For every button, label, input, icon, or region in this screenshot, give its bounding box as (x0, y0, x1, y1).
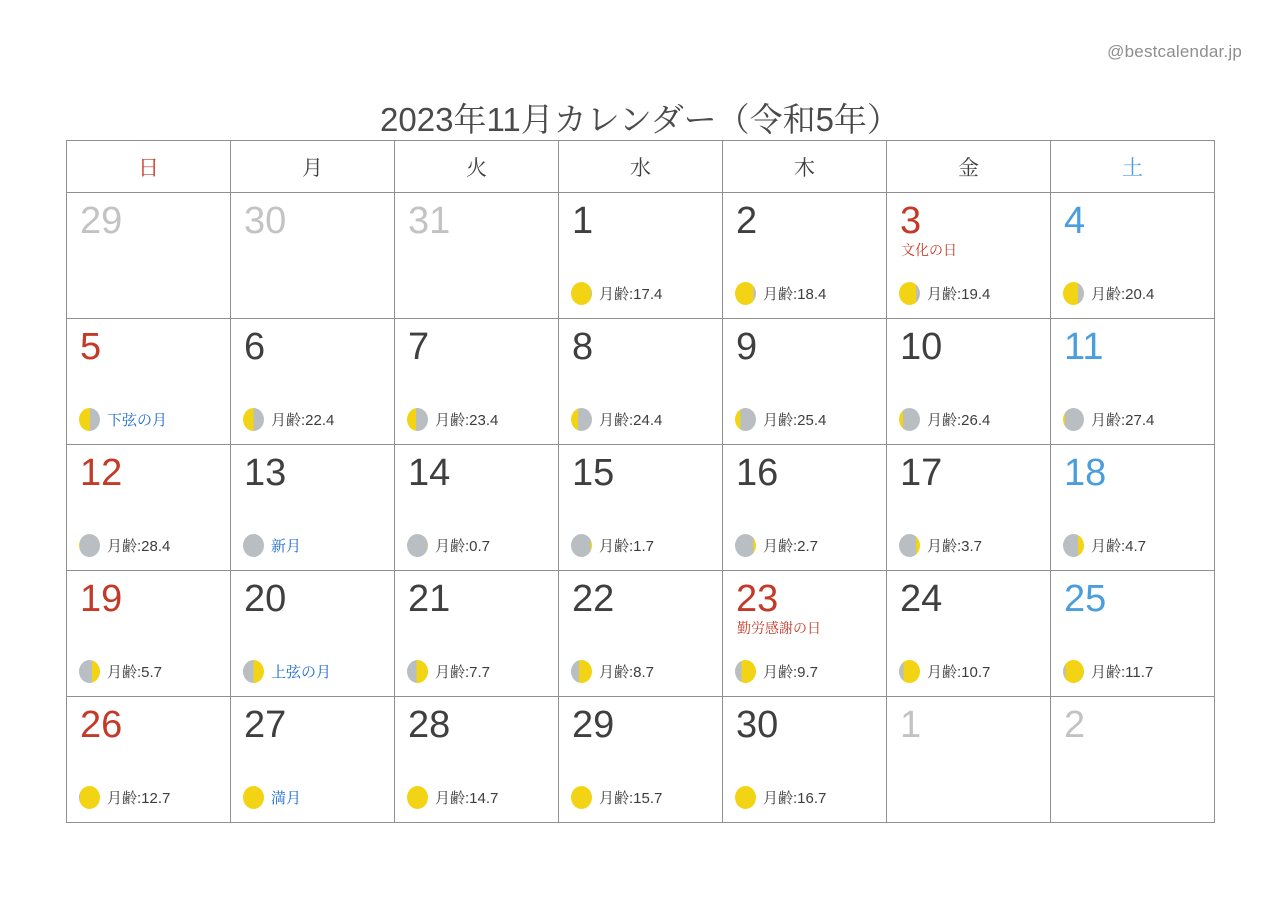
day-number: 26 (80, 704, 123, 746)
moon-info (571, 282, 662, 305)
moon-info (1063, 660, 1153, 683)
moon-age-label: 月齢:2.7 (763, 538, 819, 555)
day-cell-w2-d5 (887, 445, 1051, 571)
day-number: 2 (1064, 704, 1086, 746)
day-number: 18 (1064, 452, 1107, 494)
moon-age-label: 月齢:25.4 (763, 412, 827, 429)
moon-phase-icon (1063, 282, 1084, 305)
day-number: 27 (244, 704, 287, 746)
day-number: 31 (408, 200, 451, 242)
moon-info (899, 660, 990, 683)
day-number: 6 (244, 326, 266, 368)
day-number: 20 (244, 578, 287, 620)
moon-phase-icon (407, 786, 428, 809)
day-number: 16 (736, 452, 779, 494)
day-cell-w0-d6 (1051, 193, 1215, 319)
moon-info (735, 660, 818, 683)
day-number: 13 (244, 452, 287, 494)
moon-phase-icon (243, 534, 264, 557)
moon-age-label: 月齢:11.7 (1091, 664, 1154, 681)
day-number: 3 (900, 200, 922, 242)
moon-phase-name: 上弦の月 (271, 664, 332, 681)
moon-age-label: 月齢:22.4 (271, 412, 335, 429)
day-cell-w2-d1 (231, 445, 395, 571)
moon-age-label: 月齢:14.7 (435, 790, 499, 807)
day-number: 4 (1064, 200, 1086, 242)
moon-phase-icon (407, 408, 428, 431)
moon-phase-name: 新月 (271, 538, 302, 555)
day-number: 11 (1064, 326, 1104, 368)
day-number: 24 (900, 578, 943, 620)
moon-age-label: 月齢:8.7 (599, 664, 655, 681)
day-number: 8 (572, 326, 594, 368)
day-cell-w4-d2 (395, 697, 559, 823)
day-number: 28 (408, 704, 451, 746)
day-cell-w4-d1 (231, 697, 395, 823)
day-number: 2 (736, 200, 758, 242)
moon-info (243, 660, 331, 683)
day-cell-w0-d2 (395, 193, 559, 319)
day-cell-w1-d3 (559, 319, 723, 445)
day-cell-w4-d0 (67, 697, 231, 823)
day-number: 1 (900, 704, 922, 746)
weekday-header-5: 金 (887, 141, 1051, 193)
moon-phase-icon (735, 282, 756, 305)
moon-info (571, 408, 662, 431)
day-cell-w4-d4 (723, 697, 887, 823)
day-cell-w3-d3 (559, 571, 723, 697)
moon-phase-icon (243, 408, 264, 431)
page-title: 2023年11月カレンダー（令和5年） (380, 101, 900, 139)
moon-info (407, 534, 490, 557)
day-cell-w4-d6 (1051, 697, 1215, 823)
moon-phase-icon (79, 534, 100, 557)
day-cell-w3-d1 (231, 571, 395, 697)
day-number: 29 (80, 200, 123, 242)
moon-phase-icon (571, 534, 592, 557)
moon-info (899, 534, 982, 557)
day-number: 21 (408, 578, 451, 620)
moon-phase-icon (735, 534, 756, 557)
moon-phase-icon (243, 660, 264, 683)
moon-info (79, 786, 170, 809)
moon-age-label: 月齢:24.4 (599, 412, 663, 429)
weekday-header-6: 土 (1051, 141, 1215, 193)
moon-info (735, 408, 826, 431)
moon-age-label: 月齢:10.7 (927, 664, 991, 681)
day-number: 12 (80, 452, 123, 494)
moon-age-label: 月齢:9.7 (763, 664, 819, 681)
day-number: 5 (80, 326, 102, 368)
moon-age-label: 月齢:17.4 (599, 286, 663, 303)
day-number: 15 (572, 452, 615, 494)
day-cell-w1-d2 (395, 319, 559, 445)
moon-phase-icon (1063, 660, 1084, 683)
day-cell-w2-d4 (723, 445, 887, 571)
moon-phase-icon (407, 660, 428, 683)
day-cell-w1-d6 (1051, 319, 1215, 445)
moon-info (79, 534, 170, 557)
day-number: 17 (900, 452, 943, 494)
moon-age-label: 月齢:5.7 (107, 664, 163, 681)
day-cell-w0-d0 (67, 193, 231, 319)
moon-phase-name: 下弦の月 (107, 412, 168, 429)
moon-phase-icon (899, 408, 920, 431)
day-number: 30 (244, 200, 287, 242)
moon-phase-icon (79, 408, 100, 431)
moon-info (899, 408, 990, 431)
moon-info (407, 408, 498, 431)
moon-phase-icon (571, 408, 592, 431)
moon-phase-icon (79, 660, 100, 683)
day-number: 14 (408, 452, 451, 494)
moon-info (571, 660, 654, 683)
day-number: 7 (408, 326, 430, 368)
moon-info (1063, 282, 1154, 305)
moon-age-label: 月齢:27.4 (1091, 412, 1155, 429)
day-cell-w0-d5 (887, 193, 1051, 319)
moon-age-label: 月齢:12.7 (107, 790, 171, 807)
weekday-header-2: 火 (395, 141, 559, 193)
moon-info (899, 282, 990, 305)
day-cell-w0-d4 (723, 193, 887, 319)
moon-age-label: 月齢:15.7 (599, 790, 663, 807)
day-number: 30 (736, 704, 779, 746)
day-cell-w1-d5 (887, 319, 1051, 445)
day-cell-w3-d5 (887, 571, 1051, 697)
moon-info (243, 408, 334, 431)
moon-phase-icon (79, 786, 100, 809)
moon-phase-icon (571, 282, 592, 305)
moon-age-label: 月齢:28.4 (107, 538, 171, 555)
moon-info (735, 282, 826, 305)
day-number: 22 (572, 578, 615, 620)
moon-info (79, 660, 162, 683)
day-cell-w0-d1 (231, 193, 395, 319)
day-number: 1 (572, 200, 594, 242)
day-cell-w4-d5 (887, 697, 1051, 823)
weekday-header-1: 月 (231, 141, 395, 193)
moon-phase-icon (899, 660, 920, 683)
day-cell-w2-d0 (67, 445, 231, 571)
moon-info (407, 660, 490, 683)
moon-age-label: 月齢:20.4 (1091, 286, 1155, 303)
day-cell-w2-d6 (1051, 445, 1215, 571)
moon-phase-icon (571, 660, 592, 683)
moon-age-label: 月齢:7.7 (435, 664, 491, 681)
moon-info (79, 408, 167, 431)
watermark: @bestcalendar.jp (1107, 42, 1242, 61)
day-cell-w2-d3 (559, 445, 723, 571)
day-cell-w1-d0 (67, 319, 231, 445)
moon-age-label: 月齢:16.7 (763, 790, 827, 807)
moon-phase-icon (899, 534, 920, 557)
moon-age-label: 月齢:18.4 (763, 286, 827, 303)
moon-phase-icon (407, 534, 428, 557)
moon-phase-icon (1063, 408, 1084, 431)
day-number: 9 (736, 326, 758, 368)
moon-info (735, 786, 826, 809)
moon-phase-icon (735, 786, 756, 809)
moon-info (735, 534, 818, 557)
moon-phase-icon (571, 786, 592, 809)
day-cell-w3-d2 (395, 571, 559, 697)
moon-age-label: 月齢:23.4 (435, 412, 499, 429)
moon-age-label: 月齢:19.4 (927, 286, 991, 303)
moon-phase-icon (243, 786, 264, 809)
moon-phase-icon (899, 282, 920, 305)
day-cell-w3-d4 (723, 571, 887, 697)
day-number: 25 (1064, 578, 1107, 620)
holiday-label: 文化の日 (901, 241, 957, 258)
day-number: 23 (736, 578, 779, 620)
day-cell-w4-d3 (559, 697, 723, 823)
moon-age-label: 月齢:3.7 (927, 538, 983, 555)
moon-age-label: 月齢:1.7 (599, 538, 655, 555)
day-cell-w3-d0 (67, 571, 231, 697)
day-cell-w1-d1 (231, 319, 395, 445)
moon-phase-name: 満月 (271, 790, 302, 807)
weekday-header-3: 水 (559, 141, 723, 193)
moon-info (571, 786, 662, 809)
moon-info (1063, 408, 1154, 431)
moon-age-label: 月齢:4.7 (1091, 538, 1147, 555)
day-number: 29 (572, 704, 615, 746)
day-cell-w0-d3 (559, 193, 723, 319)
weekday-header-4: 木 (723, 141, 887, 193)
moon-info (243, 786, 301, 809)
moon-info (1063, 534, 1146, 557)
moon-age-label: 月齢:0.7 (435, 538, 491, 555)
day-number: 10 (900, 326, 943, 368)
moon-phase-icon (1063, 534, 1084, 557)
holiday-label: 勤労感謝の日 (737, 619, 821, 636)
calendar-table (66, 140, 1215, 823)
day-number: 19 (80, 578, 123, 620)
day-cell-w3-d6 (1051, 571, 1215, 697)
moon-info (407, 786, 498, 809)
moon-phase-icon (735, 660, 756, 683)
moon-phase-icon (735, 408, 756, 431)
day-cell-w2-d2 (395, 445, 559, 571)
day-cell-w1-d4 (723, 319, 887, 445)
moon-info (571, 534, 654, 557)
weekday-header-0: 日 (67, 141, 231, 193)
moon-age-label: 月齢:26.4 (927, 412, 991, 429)
moon-info (243, 534, 301, 557)
